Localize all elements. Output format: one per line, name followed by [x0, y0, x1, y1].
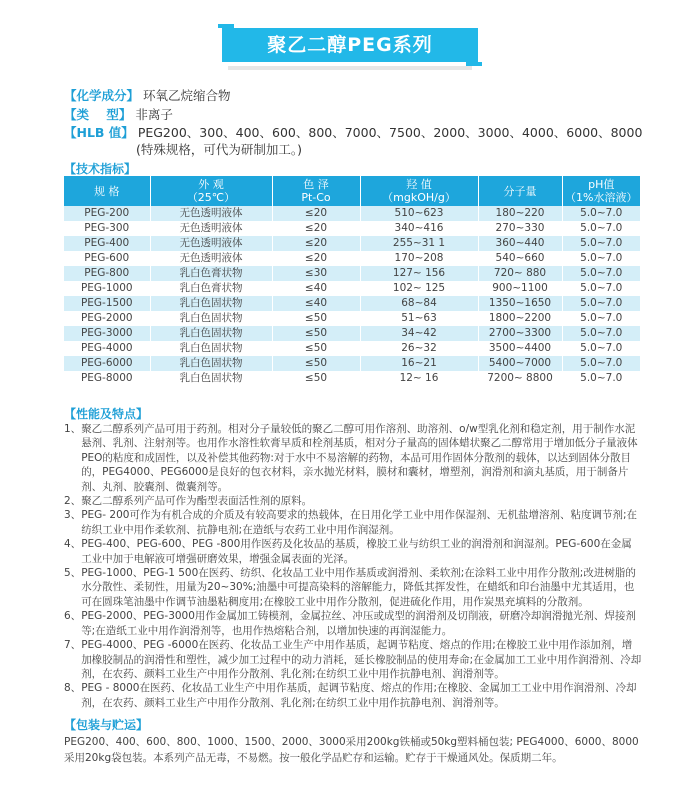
table-cell: 720~ 880	[478, 266, 562, 281]
table-cell: 无色透明液体	[150, 236, 272, 251]
table-cell: 68~84	[360, 296, 478, 311]
hlb-row	[64, 125, 642, 141]
spec-header-line1: 色 泽	[303, 178, 329, 191]
table-cell: PEG-1500	[64, 296, 150, 311]
table-cell: 360~440	[478, 236, 562, 251]
table-cell: 乳白色膏状物	[150, 281, 272, 296]
feature-number: 4、	[64, 538, 82, 551]
feature-item	[64, 609, 642, 638]
packaging-heading: 【包装与贮运】	[64, 718, 149, 732]
spec-header-line1: 外 观	[198, 178, 224, 191]
feature-number: 7、	[64, 639, 82, 652]
table-cell: 5.0~7.0	[562, 266, 640, 281]
feature-item	[64, 508, 642, 537]
table-cell: ≤50	[272, 326, 360, 341]
table-cell: ≤50	[272, 311, 360, 326]
spec-header-line2: （mgkOH/g）	[382, 191, 456, 204]
table-cell: ≤40	[272, 281, 360, 296]
table-cell: 3500~4400	[478, 341, 562, 356]
hlb-value: PEG200、300、400、600、800、7000、7500、2000、3000、4000、6000、8000	[137, 125, 643, 140]
table-cell: 5.0~7.0	[562, 221, 640, 236]
table-cell: 5.0~7.0	[562, 281, 640, 296]
table-row	[64, 266, 640, 281]
table-cell: 5.0~7.0	[562, 326, 640, 341]
table-cell: PEG-200	[64, 206, 150, 221]
feature-text: PEG-2000、PEG-3000用作金属加工铸模剂，金属拉丝、冲压或成型的润滑剂及切削液，研磨冷却润滑抛光剂、焊接剂等;在造纸工业中用作润滑剂等，也用作热熔粘合剂，以增加快速的再润湿能力。	[81, 610, 636, 637]
spec-header-cell	[562, 176, 640, 206]
features-heading: 【性能及特点】	[64, 407, 149, 421]
feature-item	[64, 494, 642, 508]
tech-heading: 【技术指标】	[64, 162, 137, 176]
hlb-label: 【HLB 值】	[64, 125, 134, 140]
table-cell: 7200~ 8800	[478, 371, 562, 386]
feature-number: 1、	[64, 423, 82, 435]
hlb-note-row	[136, 142, 302, 158]
table-cell: PEG-4000	[64, 341, 150, 356]
table-cell: ≤50	[272, 356, 360, 371]
table-cell: 900~1100	[478, 281, 562, 296]
table-cell: 乳白色固状物	[150, 296, 272, 311]
feature-number: 2、	[64, 495, 82, 508]
chemical-label: 【化学成分】	[64, 88, 140, 103]
feature-text: PEG-4000、PEG -6000在医药、化妆品工业生产中用作基质，起调节粘度、熔点的作用;在橡胶工业中用作添加剂，增加橡胶制品的润滑性和塑性，减少加工过程中的动力消耗，延长橡胶制品的使用寿命;在金属加工工业中用作润滑剂、冷却剂，在农药、颜料工业生产中用作分散剂、乳化剂;在纺织工业中用作抗静电剂、润滑剂等。	[81, 639, 642, 680]
chemical-row	[64, 88, 231, 104]
table-cell: ≤20	[272, 251, 360, 266]
table-cell: 乳白色固状物	[150, 341, 272, 356]
table-cell: 5.0~7.0	[562, 371, 640, 386]
type-label: 【类 型】	[64, 107, 132, 122]
table-cell: 51~63	[360, 311, 478, 326]
table-row	[64, 221, 640, 236]
table-cell: ≤40	[272, 296, 360, 311]
table-cell: 270~330	[478, 221, 562, 236]
table-cell: PEG-3000	[64, 326, 150, 341]
table-cell: 102~ 125	[360, 281, 478, 296]
table-cell: PEG-1000	[64, 281, 150, 296]
spec-table-body	[64, 206, 640, 386]
spec-header-line1: pH值	[588, 178, 615, 191]
feature-text: PEG - 8000在医药、化妆品工业生产中用作基质，起调节粘度、熔点的作用;在橡胶、金属加工工业中用作润滑剂、冷却剂，在农药、颜料工业生产中用作分散剂、乳化剂;在纺织工业中用作抗静电剂、润滑剂等。	[81, 682, 637, 709]
table-cell: 5.0~7.0	[562, 296, 640, 311]
table-cell: PEG-400	[64, 236, 150, 251]
page-title: 聚乙二醇PEG系列	[222, 28, 478, 62]
type-value: 非离子	[135, 107, 173, 122]
feature-item	[64, 422, 642, 494]
spec-table	[64, 176, 640, 386]
table-cell: 无色透明液体	[150, 251, 272, 266]
table-cell: ≤20	[272, 221, 360, 236]
table-cell: PEG-800	[64, 266, 150, 281]
table-cell: ≤50	[272, 371, 360, 386]
table-cell: PEG-6000	[64, 356, 150, 371]
table-cell: PEG-600	[64, 251, 150, 266]
table-cell: 340~416	[360, 221, 478, 236]
chemical-value: 环氧乙烷缩合物	[143, 88, 231, 103]
table-cell: 12~ 16	[360, 371, 478, 386]
table-cell: 5.0~7.0	[562, 251, 640, 266]
table-cell: 乳白色固状物	[150, 356, 272, 371]
title-shadow	[228, 66, 472, 70]
feature-item	[64, 537, 642, 566]
feature-item	[64, 638, 642, 681]
feature-text: PEG-1000、PEG-1 500在医药、纺织、化妆品工业中用作基质或润滑剂、柔软剂;在涂料工业中用作分散剂;改进树脂的水分散性、柔韧性，用量为20~30%;油墨中可提高染料的溶解能力，降低其挥发性，在蜡纸和印台油墨中尤其适用，也可在圆珠笔油墨中作调节油墨粘稠度用;在橡胶工业中用作分散剂，促进硫化作用，用作炭黑充填料的分散剂。	[81, 567, 636, 608]
table-cell: 26~32	[360, 341, 478, 356]
spec-header-cell	[150, 176, 272, 206]
table-cell: 540~660	[478, 251, 562, 266]
table-row	[64, 341, 640, 356]
table-cell: PEG-2000	[64, 311, 150, 326]
feature-number: 3、	[64, 509, 82, 522]
table-cell: 5400~7000	[478, 356, 562, 371]
table-cell: ≤50	[272, 341, 360, 356]
table-row	[64, 296, 640, 311]
table-cell: 乳白色固状物	[150, 326, 272, 341]
table-row	[64, 326, 640, 341]
table-cell: 乳白色固状物	[150, 371, 272, 386]
table-cell: 5.0~7.0	[562, 236, 640, 251]
spec-header-cell	[360, 176, 478, 206]
packaging-text: PEG200、400、600、800、1000、1500、2000、3000采用200kg铁桶或50kg塑料桶包装; PEG4000、6000、8000采用20kg袋包装。本系列产品无毒，不易燃。按一般化学品贮存和运输。贮存于干燥通风处。保质期二年。	[64, 736, 639, 764]
table-row	[64, 236, 640, 251]
feature-number: 6、	[64, 610, 82, 623]
feature-item	[64, 566, 642, 609]
table-row	[64, 206, 640, 221]
table-cell: 无色透明液体	[150, 221, 272, 236]
feature-text: 聚乙二醇系列产品可用于药剂。相对分子量较低的聚乙二醇可用作溶剂、助溶剂、o/w型乳化剂和稳定剂，用于制作水泥悬剂、乳剂、注射剂等。也用作水溶性软膏早质和栓剂基质，相对分子量高的固体蜡状聚乙二醇常用于增加低分子量液体PEO的粘度和成固性，以及补偿其他药物:对于水中不易溶解的药物，本品可用作固体分散剂的载体，以达到固体分散目的，PEG4000、PEG6000是良好的包衣材料，亲水抛光材料，膜材和囊材，增塑剂，润滑剂和滴丸基质，用于制备片剂、丸剂、胶囊剂、微囊剂等。	[81, 423, 638, 493]
spec-header-cell	[478, 176, 562, 206]
feature-text: PEG-400、PEG-600、PEG -800用作医药及化妆品的基质，橡胶工业与纺织工业的润滑剂和润湿剂。PEG-600在金属工业中加于电解液可增强研磨效果，增强金属表面的光泽。	[81, 538, 632, 565]
feature-number: 5、	[64, 567, 82, 580]
spec-header-cell	[272, 176, 360, 206]
spec-header-line2: Pt-Co	[301, 191, 331, 204]
feature-text: PEG- 200可作为有机合成的介质及有较高要求的热载体，在日用化学工业中用作保湿剂、无机盐增溶剂、粘度调节剂;在纺织工业中用作柔软剂、抗静电剂;在造纸与农药工业中用作润湿剂。	[81, 509, 637, 536]
spec-header-line1: 规 格	[94, 184, 120, 198]
feature-item	[64, 681, 642, 710]
feature-text: 聚乙二醇系列产品可作为酯型表面活性剂的原料。	[81, 495, 313, 508]
table-cell: 170~208	[360, 251, 478, 266]
table-row	[64, 356, 640, 371]
spec-header-line2: （25℃）	[186, 191, 236, 204]
table-cell: ≤30	[272, 266, 360, 281]
table-cell: 180~220	[478, 206, 562, 221]
table-cell: 乳白色膏状物	[150, 266, 272, 281]
table-cell: PEG-8000	[64, 371, 150, 386]
table-cell: 5.0~7.0	[562, 356, 640, 371]
table-row	[64, 251, 640, 266]
table-cell: 16~21	[360, 356, 478, 371]
features-list	[64, 422, 642, 710]
spec-header-row	[64, 176, 640, 206]
table-cell: 乳白色固状物	[150, 311, 272, 326]
table-cell: 5.0~7.0	[562, 206, 640, 221]
table-cell: 127~ 156	[360, 266, 478, 281]
table-cell: 无色透明液体	[150, 206, 272, 221]
table-cell: 5.0~7.0	[562, 311, 640, 326]
table-cell: 5.0~7.0	[562, 341, 640, 356]
table-row	[64, 281, 640, 296]
hlb-note: (特殊规格，可代为研制加工。)	[136, 142, 303, 157]
table-cell: 1350~1650	[478, 296, 562, 311]
table-row	[64, 371, 640, 386]
table-cell: 510~623	[360, 206, 478, 221]
table-cell: 255~31 1	[360, 236, 478, 251]
table-cell: 34~42	[360, 326, 478, 341]
spec-header-line2: （1%水溶液）	[565, 191, 638, 204]
table-cell: 1800~2200	[478, 311, 562, 326]
type-row	[64, 107, 173, 123]
table-cell: ≤20	[272, 206, 360, 221]
table-row	[64, 311, 640, 326]
table-cell: 2700~3300	[478, 326, 562, 341]
spec-header-line1: 羟 值	[406, 178, 432, 191]
spec-header-cell	[64, 176, 150, 206]
table-cell: ≤20	[272, 236, 360, 251]
spec-header-line1: 分子量	[503, 184, 537, 198]
table-cell: PEG-300	[64, 221, 150, 236]
feature-number: 8、	[64, 682, 82, 695]
